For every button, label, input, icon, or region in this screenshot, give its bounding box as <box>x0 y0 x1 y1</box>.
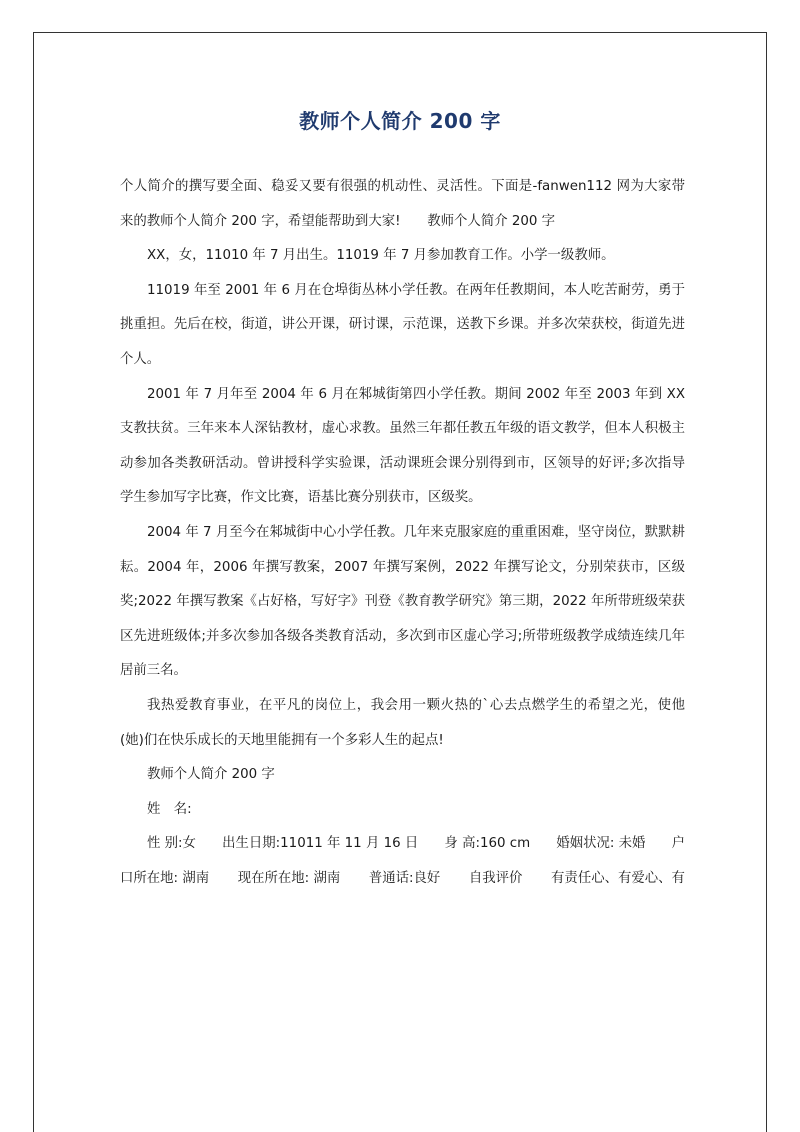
document-body <box>120 170 685 896</box>
name-field: 姓 名: <box>147 801 192 817</box>
paragraph-closing: 我热爱教育事业，在平凡的岗位上，我会用一颗火热的`心去点燃学生的希望之光，使他(她)们在快乐成长的天地里能拥有一个多彩人生的起点! <box>120 697 685 748</box>
paragraph-intro: 个人简介的撰写要全面、稳妥又要有很强的机动性、灵活性。下面是-fanwen112 网为大家带来的教师个人简介 200 字，希望能帮助到大家! 教师个人简介 200 字 <box>120 179 685 229</box>
hukou-field: 口所在地: 湖南 <box>120 870 210 886</box>
marital-field: 婚姻状况: 未婚 <box>556 836 646 852</box>
height-field: 身 高:160 cm <box>444 836 531 852</box>
info-row-1 <box>120 827 685 862</box>
paragraph-career-1: 11019 年至 2001 年 6 月在仓埠街丛林小学任教。在两年任教期间，本人吃苦耐劳，勇于挑重担。先后在校，街道，讲公开课，研讨课，示范课，送教下乡课。并多次荣获校，街道先进个人。 <box>120 282 685 367</box>
birthdate-field: 出生日期:11011 年 11 月 16 日 <box>222 836 419 852</box>
section-heading: 教师个人简介 200 字 <box>147 767 275 783</box>
self-evaluation-label: 自我评价 <box>468 870 523 886</box>
paragraph-career-3: 2004 年 7 月至今在邾城街中心小学任教。几年来克服家庭的重重困难，坚守岗位，默默耕耘。2004 年，2006 年撰写教案，2007 年撰写案例，2022 年撰写论文，分别荣获市，区级奖;2022 年撰写教案《占好格，写好字》刊登《教育教学研究》第三期，2022 年所带班级荣获区先进班级体;并多次参加各级各类教育活动，多次到市区虚心学习;所带班级教学成绩连续几年居前三名。 <box>120 524 685 679</box>
current-location-field: 现在所在地: 湖南 <box>237 870 341 886</box>
paragraph-career-2: 2001 年 7 月年至 2004 年 6 月在邾城街第四小学任教。期间 2002 年至 2003 年到 XX 支教扶贫。三年来本人深钻教材，虚心求教。虽然三年都任教五年级的语文教学，但本人积极主动参加各类教研活动。曾讲授科学实验课，活动课班会课分别得到市，区领导的好评;多次指导学生参加写字比赛，作文比赛，语基比赛分别获市，区级奖。 <box>120 386 685 506</box>
gender-field: 性 别:女 <box>147 836 196 852</box>
mandarin-field: 普通话:良好 <box>368 870 441 886</box>
document-title: 教师个人简介 200 字 <box>299 109 501 133</box>
hukou-label-start: 户 <box>671 836 685 852</box>
self-evaluation-text: 有责任心、有爱心、有 <box>551 870 685 886</box>
info-row-2 <box>120 862 685 897</box>
paragraph-basic-info: XX，女，11010 年 7 月出生。11019 年 7 月参加教育工作。小学一级教师。 <box>147 248 615 264</box>
